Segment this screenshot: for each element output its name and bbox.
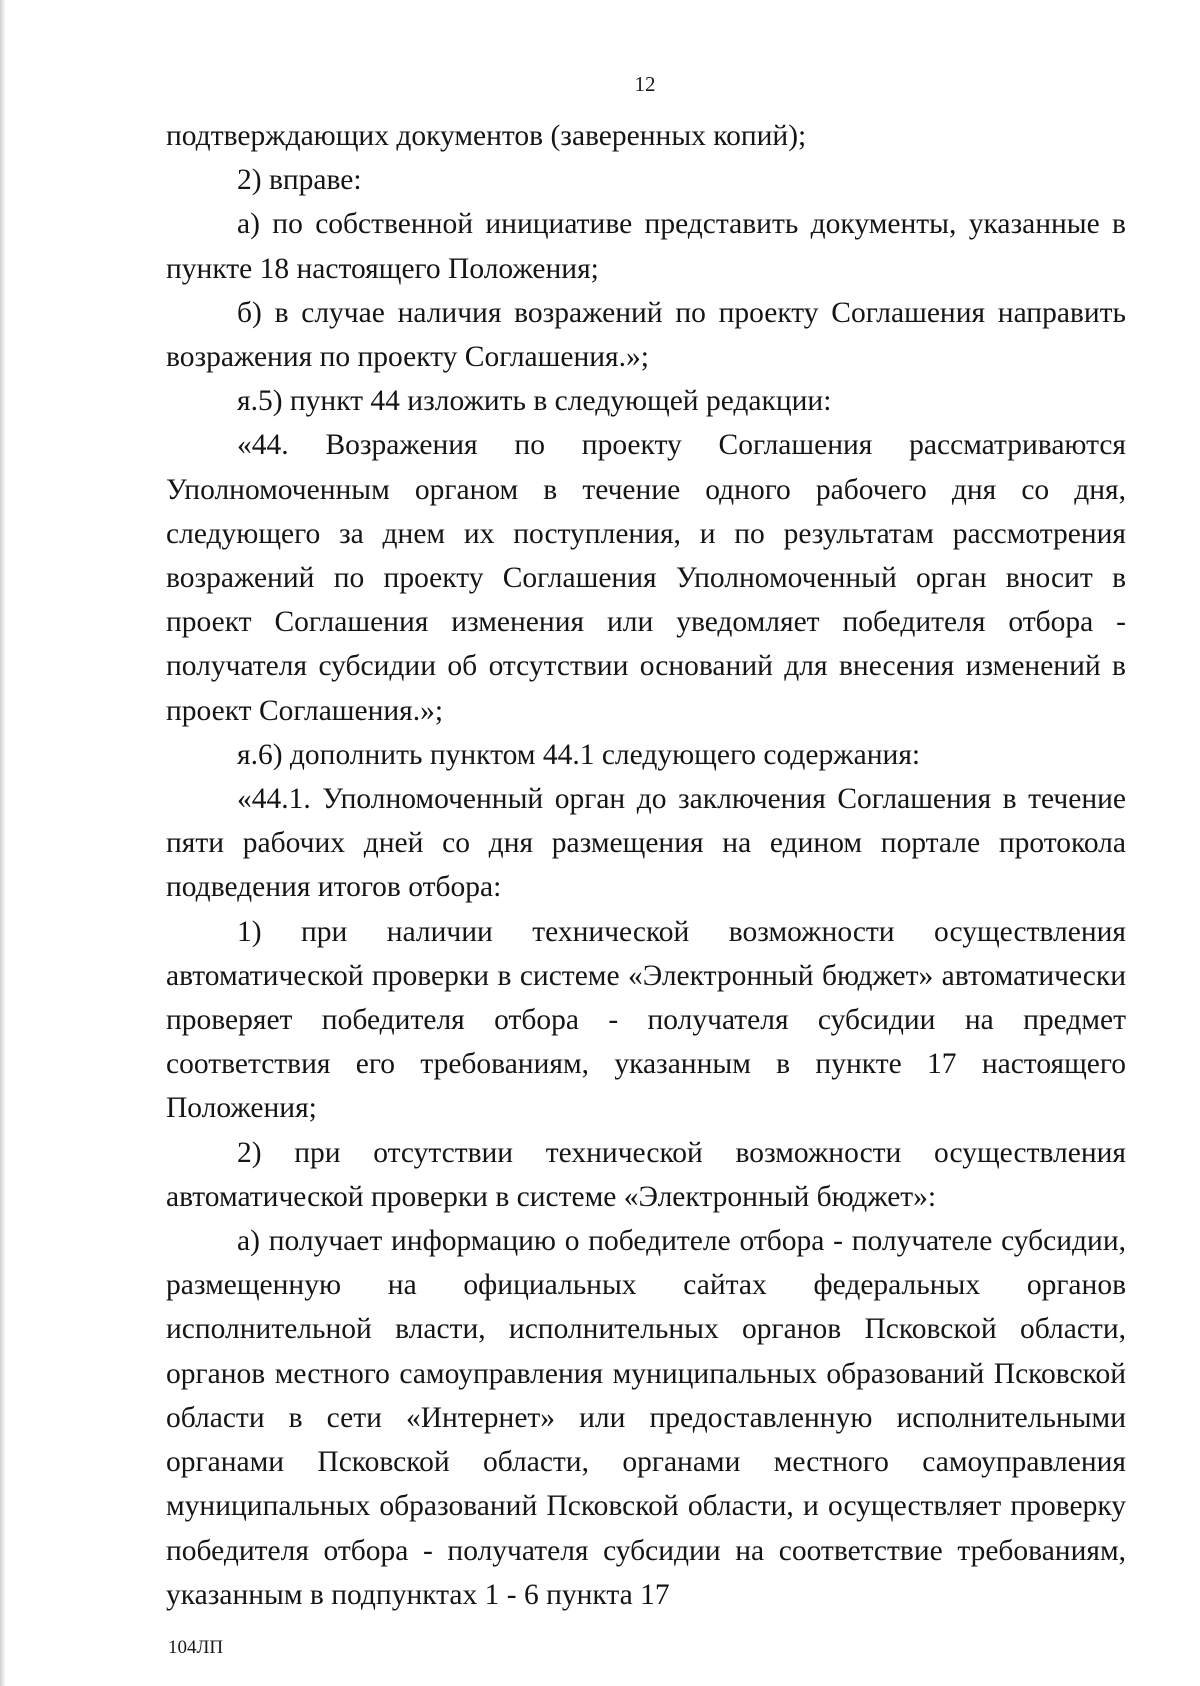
paragraph: я.5) пункт 44 изложить в следующей редакции: — [237, 385, 832, 418]
scan-edge — [0, 0, 6, 1686]
paragraph: а) по собственной инициативе представить документы, указанные в пункте 18 настоящего Положения; — [166, 208, 1126, 285]
paragraph: 1) при наличии технической возможности осуществления автоматической проверки в системе «Электронный бюджет» автоматически проверяет победителя отбора - получателя субсидии на предмет соответствия его требованиям, указанным в пункте 17 настоящего Положения; — [166, 915, 1126, 1125]
paragraph: 2) при отсутствии технической возможности осуществления автоматической проверки в системе «Электронный бюджет»: — [166, 1136, 1126, 1213]
document-body — [166, 114, 1126, 1617]
paragraph: «44.1. Уполномоченный орган до заключения Соглашения в течение пяти рабочих дней со дня размещения на едином портале протокола подведения итогов отбора: — [166, 783, 1126, 904]
document-code: 104ЛП — [168, 1637, 224, 1658]
paragraph: подтверждающих документов (заверенных копий); — [166, 120, 807, 152]
page-number: 12 — [634, 72, 656, 96]
paragraph: 2) вправе: — [237, 164, 362, 197]
paragraph: а) получает информацию о победителе отбора - получателе субсидии, размещенную на официальных сайтах федеральных органов исполнительной власти, исполнительных органов Псковской области, органов местного самоуправления муниципальных образований Псковской области в сети «Интернет» или предоставленную исполнительными органами Псковской области, органами местного самоуправления муниципальных образований Псковской области, и осуществляет проверку победителя отбора - получателя субсидии на соответствие требованиям, указанным в подпунктах 1 - 6 пункта 17 — [166, 1225, 1126, 1611]
paragraph: б) в случае наличия возражений по проекту Соглашения направить возражения по проекту Соглашения.»; — [166, 296, 1126, 374]
paragraph: «44. Возражения по проекту Соглашения рассматриваются Уполномоченным органом в течение одного рабочего дня со дня, следующего за днем их поступления, и по результатам рассмотрения возражений по проекту Соглашения Уполномоченный орган вносит в проект Соглашения изменения или уведомляет победителя отбора - получателя субсидии об отсутствии оснований для внесения изменений в проект Соглашения.»; — [166, 429, 1126, 727]
paragraph: я.6) дополнить пунктом 44.1 следующего содержания: — [237, 738, 921, 771]
